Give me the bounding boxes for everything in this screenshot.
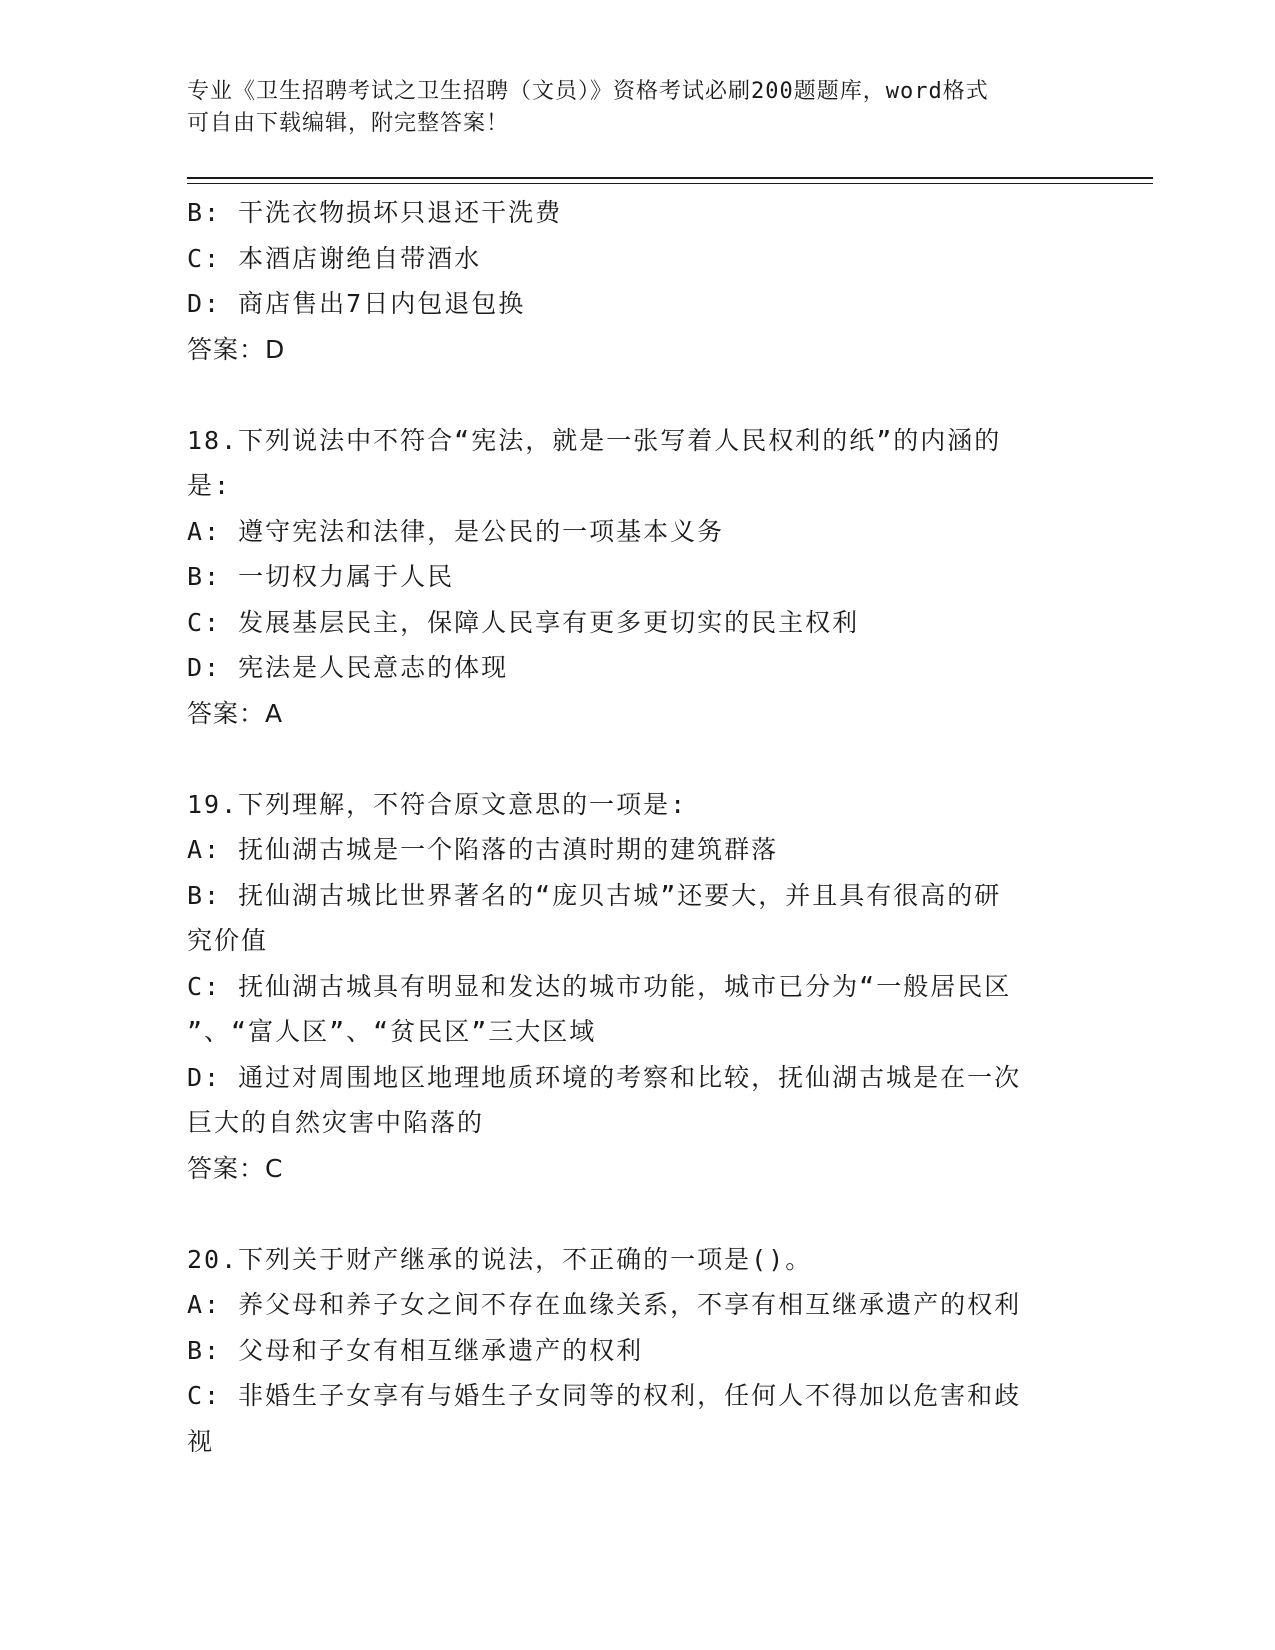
q18-option-d: D: 宪法是人民意志的体现 <box>187 653 509 682</box>
q19-option-a: A: 抚仙湖古城是一个陷落的古滇时期的建筑群落 <box>187 835 779 864</box>
q18-option-a: A: 遵守宪法和法律，是公民的一项基本义务 <box>187 516 725 546</box>
header-rule-thick <box>187 177 1153 179</box>
question-content <box>187 190 1087 1464</box>
spacer <box>187 1191 1087 1237</box>
q19-answer: 答案：C <box>187 1153 284 1183</box>
q19-option-d-line-2: 巨大的自然灾害中陷落的 <box>187 1108 485 1137</box>
q20-option-c-line-2: 视 <box>187 1426 215 1456</box>
header-line-1: 专业《卫生招聘考试之卫生招聘（文员）》资格考试必刷200题题库，word格式 <box>187 79 989 104</box>
q19-option-b-line-2: 究价值 <box>187 926 269 955</box>
header-rule-thin <box>187 183 1153 184</box>
q19-option-d-line-1: D: 通过对周围地区地理地质环境的考察和比较，抚仙湖古城是在一次 <box>187 1062 1022 1092</box>
spacer <box>187 736 1087 782</box>
q19-option-b-line-1: B: 抚仙湖古城比世界著名的“庞贝古城”还要大，并且具有很高的研 <box>187 880 1002 910</box>
q19-option-c-line-2: ”、“富人区”、“贫民区”三大区域 <box>187 1017 597 1046</box>
q19-option-c-line-1: C: 抚仙湖古城具有明显和发达的城市功能，城市已分为“一般居民区 <box>187 971 1012 1001</box>
q18-answer: 答案：A <box>187 698 284 728</box>
q18-stem-line-1: 18.下列说法中不符合“宪法，就是一张写着人民权利的纸”的内涵的 <box>187 425 1002 455</box>
q17-option-d: D: 商店售出7日内包退包换 <box>187 289 526 318</box>
q19-stem: 19.下列理解，不符合原文意思的一项是: <box>187 789 688 819</box>
q18-option-c: C: 发展基层民主，保障人民享有更多更切实的民主权利 <box>187 607 860 637</box>
q18-option-b: B: 一切权力属于人民 <box>187 562 455 591</box>
q20-option-b: B: 父母和子女有相互继承遗产的权利 <box>187 1335 644 1365</box>
document-header <box>187 76 1067 140</box>
q17-option-c: C: 本酒店谢绝自带酒水 <box>187 243 482 273</box>
q17-option-b: B: 干洗衣物损坏只退还干洗费 <box>187 198 563 227</box>
q18-stem-line-2: 是: <box>187 471 232 500</box>
q20-stem: 20.下列关于财产继承的说法，不正确的一项是()。 <box>187 1244 813 1274</box>
header-line-2: 可自由下载编辑，附完整答案！ <box>187 111 510 136</box>
q20-option-c-line-1: C: 非婚生子女享有与婚生子女同等的权利，任何人不得加以危害和歧 <box>187 1381 1022 1410</box>
q17-answer: 答案：D <box>187 334 286 364</box>
q20-option-a: A: 养父母和养子女之间不存在血缘关系，不享有相互继承遗产的权利 <box>187 1290 1022 1319</box>
spacer <box>187 372 1087 418</box>
